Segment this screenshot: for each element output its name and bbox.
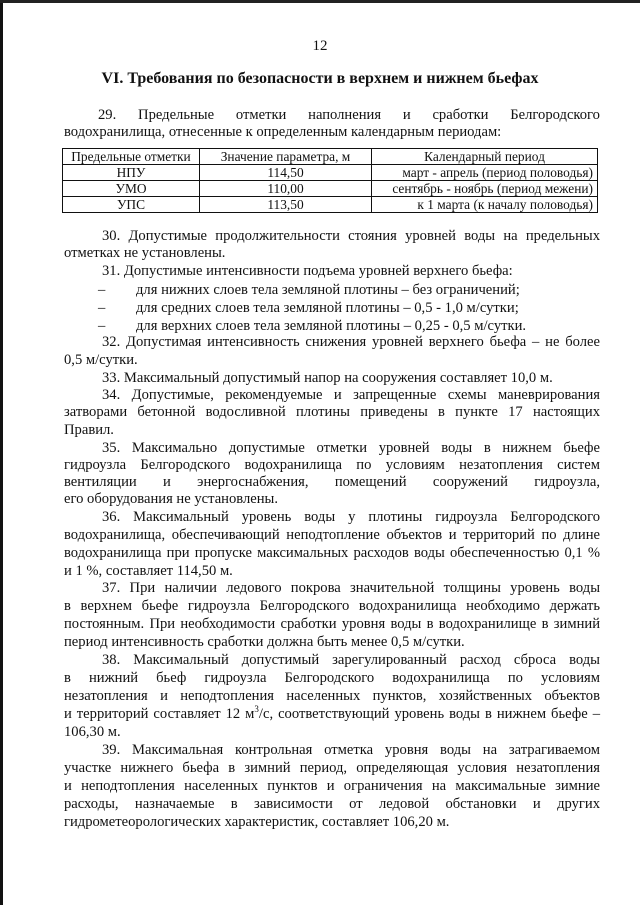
table-header: Календарный период [372,149,598,165]
table-header-row [63,149,598,165]
p30-line2: отметках не установлены. [64,245,226,261]
table-header: Предельные отметки [63,149,200,165]
table-cell: 110,00 [200,181,372,197]
table-header: Значение параметра, м [200,149,372,165]
p36-line1: 36. Максимальный уровень воды у плотины гидроузла Белгородского [102,509,600,525]
p39-line1: 39. Максимальная контрольная отметка уровня воды на затрагиваемом [102,742,600,758]
p29-line2: водохранилища, отнесенные к определенным календарным периодам: [64,124,502,140]
table-cell: сентябрь - ноябрь (период межени) [372,181,598,197]
list-dash: – [98,300,106,316]
p37-line2: в верхнем бьефе гидроузла Белгородского водохранилища необходимо держать [64,598,600,614]
p35-line3: вентиляции и энергоснабжения, помещений сооружений гидроузла, [64,474,600,490]
p38-line4: и территорий составляет 12 $м^3/с$, соответствующий уровень воды в нижнем бьефе – [64,704,600,722]
p34-line3: Правил. [64,422,114,438]
list-item: для верхних слоев тела земляной плотины – 0,25 - 0,5 м/сутки. [136,318,527,334]
p38-line1: 38. Максимальный допустимый зарегулированный расход сброса воды [102,652,600,668]
p38-line5: 106,30 м. [64,724,121,740]
table-cell: УПС [63,197,200,213]
p34-line2: затворами бетонной водосливной плотины приведены в пункте 17 настоящих [64,404,600,420]
p39-line3: и неподтопления населенных пунктов и ограничения на максимальные зимние [64,778,600,794]
p31-line1: 31. Допустимые интенсивности подъема уровней верхнего бьефа: [102,263,513,279]
p38-line2: в нижний бьеф гидроузла Белгородского водохранилища по условиям [64,670,600,686]
table-cell: 113,50 [200,197,372,213]
p30-line1: 30. Допустимые продолжительности стояния уровней воды на предельных [102,228,600,244]
page-number: 12 [312,38,328,54]
table-row [63,181,598,197]
p36-line3: водохранилища при пропуске максимальных расходов воды обеспеченностью 0,1 % [64,545,600,561]
p37-line4: период интенсивность сработки должна быть менее 0,5 м/сутки. [64,634,465,650]
p37-line3: постоянным. При необходимости сработки уровня воды в водохранилище в зимний [64,616,600,632]
list-dash: – [98,318,106,334]
p32-line2: 0,5 м/сутки. [64,352,138,368]
p36-line2: водохранилища, обеспечивающий неподтопление объектов и территорий по длине [64,527,600,543]
p32-line1: 32. Допустимая интенсивность снижения уровней верхнего бьефа – не более [102,334,600,350]
table-cell: март - апрель (период половодья) [372,165,598,181]
table-cell: НПУ [63,165,200,181]
list-item: для нижних слоев тела земляной плотины – без ограничений; [136,282,520,298]
table-row [63,165,598,181]
list-item: для средних слоев тела земляной плотины – 0,5 - 1,0 м/сутки; [136,300,519,316]
p39-line5: гидрометеорологических характеристик, составляет 106,20 м. [64,814,450,830]
table-cell: УМО [63,181,200,197]
p37-line1: 37. При наличии ледового покрова значительной толщины уровень воды [102,580,600,596]
p34-line1: 34. Допустимые, рекомендуемые и запрещенные схемы маневрирования [102,387,600,403]
table-row [63,197,598,213]
water-levels-table [62,148,598,213]
p35-line2: гидроузла Белгородского водохранилища по условиям незатопления систем [64,457,600,473]
section-title: VI. Требования по безопасности в верхнем и нижнем бьефах [101,70,539,87]
p36-line4: и 1 %, составляет 114,50 м. [64,563,233,579]
p38-line3: незатопления и неподтопления населенных пунктов, хозяйственных объектов [64,688,600,704]
scan-border-left [0,0,3,905]
list-dash: – [98,282,106,298]
table-cell: к 1 марта (к началу половодья) [372,197,598,213]
p39-line4: расходы, назначаемые в зависимости от ледовой обстановки и других [64,796,600,812]
p35-line1: 35. Максимально допустимые отметки уровней воды в нижнем бьефе [102,440,600,456]
table-cell: 114,50 [200,165,372,181]
p29-line1: 29. Предельные отметки наполнения и сработки Белгородского [98,107,600,123]
p39-line2: участке нижнего бьефа в зимний период, определяющая условия незатопления [64,760,600,776]
p33-line1: 33. Максимальный допустимый напор на сооружения составляет 10,0 м. [102,370,553,386]
scan-border-top [0,0,640,3]
p35-line4: его оборудования не установлены. [64,491,278,507]
